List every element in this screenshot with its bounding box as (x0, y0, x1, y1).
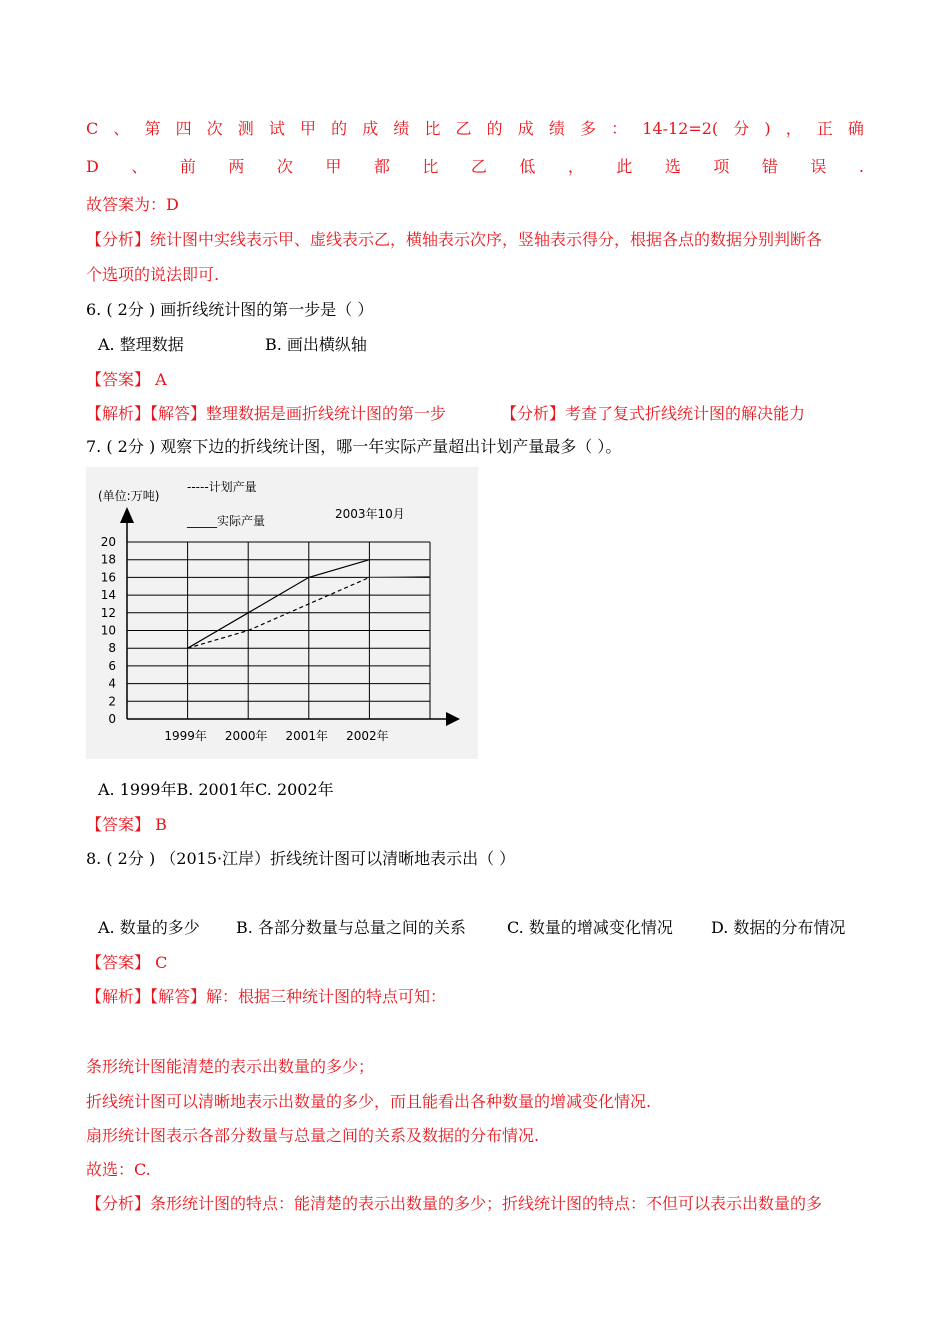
text-char: 14-12=2( (642, 119, 719, 138)
text-char: 乙 (470, 157, 487, 176)
text-char: 前 (179, 157, 196, 176)
unit-label: (单位:万吨) (98, 489, 160, 503)
q6-explanation (86, 403, 446, 425)
q6-analysis (501, 403, 805, 425)
text-char: 第 (144, 119, 161, 138)
legend-planned: -----计划产量 (187, 480, 257, 494)
text-char: 此 (616, 157, 633, 176)
text-char: 选 (664, 157, 681, 176)
text-char: 的 (486, 119, 503, 138)
text-char: ， (785, 119, 802, 138)
text-char: C (86, 119, 99, 138)
question-8: 8. ( 2分 ) （2015·江岸）折线统计图可以清晰地表示出（ ） (86, 849, 516, 868)
q8-line-pie: 扇形统计图表示各部分数量与总量之间的关系及数据的分布情况. (86, 1126, 540, 1145)
text-char: ， (567, 157, 584, 176)
data-point (308, 577, 310, 579)
text-char: 、 (113, 119, 130, 138)
text-char: 的 (331, 119, 348, 138)
y-tick-label: 16 (100, 570, 116, 585)
y-tick-label: 12 (100, 605, 116, 620)
y-tick-label: 20 (100, 535, 116, 549)
analysis-tag: 【分析】 (86, 230, 151, 249)
data-point (308, 603, 310, 605)
q7-options: A. 1999年B. 2001年C. 2002年 (98, 780, 334, 799)
x-tick-label: 2001年 (285, 729, 329, 743)
text-char: 成 (362, 119, 379, 138)
answer-value: C (155, 953, 168, 972)
text-char: 多 (579, 119, 596, 138)
y-tick-label: 10 (100, 623, 116, 638)
option-d-line (86, 156, 864, 178)
answer-tag: 【答案】 (86, 370, 151, 389)
analysis-line-2: 个选项的说法即可. (86, 265, 220, 284)
answer-line: 故答案为：D (86, 195, 179, 214)
text-char: 绩 (548, 119, 565, 138)
q7-answer (86, 814, 167, 836)
text-char: 正 (816, 119, 833, 138)
text-char: ： (611, 119, 628, 138)
q8-analysis (86, 1193, 822, 1215)
answer-tag: 【答案】 (86, 953, 151, 972)
answer-value: A (155, 370, 167, 389)
option-c-line (86, 118, 864, 140)
text-char: 甲 (325, 157, 342, 176)
text-char: 、 (131, 157, 148, 176)
text-char: 次 (276, 157, 293, 176)
text-char: 试 (268, 119, 285, 138)
y-tick-label: 18 (100, 552, 116, 567)
data-point (187, 647, 189, 649)
legend-actual: _____实际产量 (187, 514, 266, 528)
analysis-line-1 (86, 229, 822, 251)
text-char: 确 (847, 119, 864, 138)
analysis-text: 条形统计图的特点：能清楚的表示出数量的多少；折线统计图的特点：不但可以表示出数量的多 (150, 1194, 823, 1213)
q8-option-a: A. 数量的多少 (98, 918, 200, 937)
explain-text: 解：根据三种统计图的特点可知： (206, 987, 447, 1006)
text-char: . (858, 157, 864, 176)
analysis-text: 考查了复式折线统计图的解决能力 (565, 404, 806, 423)
q8-explanation (86, 986, 446, 1008)
data-point (369, 559, 371, 561)
text-char: 两 (228, 157, 245, 176)
question-6: 6. ( 2分 ) 画折线统计图的第一步是（ ） (86, 300, 374, 319)
q8-option-d: D. 数据的分布情况 (711, 918, 846, 937)
y-tick-label: 14 (100, 588, 116, 603)
q6-answer (86, 369, 167, 391)
text-char: 测 (237, 119, 254, 138)
question-7: 7. ( 2分 ) 观察下边的折线统计图，哪一年实际产量超出计划产量最多（ ）。 (86, 437, 622, 456)
line-chart-svg (86, 467, 478, 759)
x-tick-label: 1999年 (164, 729, 207, 743)
data-point (247, 612, 249, 614)
text-char: 四 (175, 119, 192, 138)
text-char: 低 (519, 157, 536, 176)
text-char: 成 (517, 119, 534, 138)
text-char: 都 (373, 157, 390, 176)
data-point (247, 630, 249, 632)
q6-option-a: A. 整理数据 (98, 335, 184, 354)
analysis-text: 统计图中实线表示甲、虚线表示乙，横轴表示次序，竖轴表示得分，根据各点的数据分别判断各 (150, 230, 823, 249)
analysis-tag: 【分析】 (501, 404, 566, 423)
q8-option-c: C. 数量的增减变化情况 (507, 918, 673, 937)
explain-tag: 【解析】【解答】 (86, 404, 207, 423)
x-tick-label: 2000年 (224, 729, 268, 743)
q8-line-bar: 条形统计图能清楚的表示出数量的多少； (86, 1057, 375, 1076)
x-tick-label: 2002年 (346, 729, 389, 743)
text-char: 项 (713, 157, 730, 176)
y-axis-arrow (120, 507, 134, 523)
text-char: ) (764, 119, 771, 138)
text-char: 分 (733, 119, 750, 138)
text-char: 乙 (455, 119, 472, 138)
text-char: 误 (810, 157, 827, 176)
y-tick-label: 4 (108, 676, 116, 691)
q8-answer (86, 952, 167, 974)
text-char: 比 (422, 157, 439, 176)
text-char: 甲 (300, 119, 317, 138)
y-tick-label: 2 (108, 694, 116, 709)
date-label: 2003年10月 (335, 507, 405, 521)
y-tick-label: 8 (108, 641, 116, 656)
explain-tag: 【解析】【解答】 (86, 987, 207, 1006)
text-char: 绩 (393, 119, 410, 138)
answer-value: B (155, 815, 167, 834)
y-tick-label: 0 (108, 712, 116, 726)
text-char: 错 (761, 157, 778, 176)
x-axis-arrow (446, 712, 460, 726)
series-line-actual (188, 560, 370, 649)
text-char: 比 (424, 119, 441, 138)
y-tick-label: 6 (108, 658, 116, 673)
q8-line-line: 折线统计图可以清晰地表示出数量的多少，而且能看出各种数量的增减变化情况. (86, 1092, 652, 1111)
answer-tag: 【答案】 (86, 815, 151, 834)
explain-text: 整理数据是画折线统计图的第一步 (206, 404, 447, 423)
text-char: D (86, 157, 99, 176)
line-chart (86, 467, 478, 759)
text-char: 次 (206, 119, 223, 138)
q8-option-b: B. 各部分数量与总量之间的关系 (236, 918, 466, 937)
q8-line-choice: 故选：C. (86, 1160, 151, 1179)
analysis-tag: 【分析】 (86, 1194, 151, 1213)
q6-option-b: B. 画出横纵轴 (265, 335, 367, 354)
